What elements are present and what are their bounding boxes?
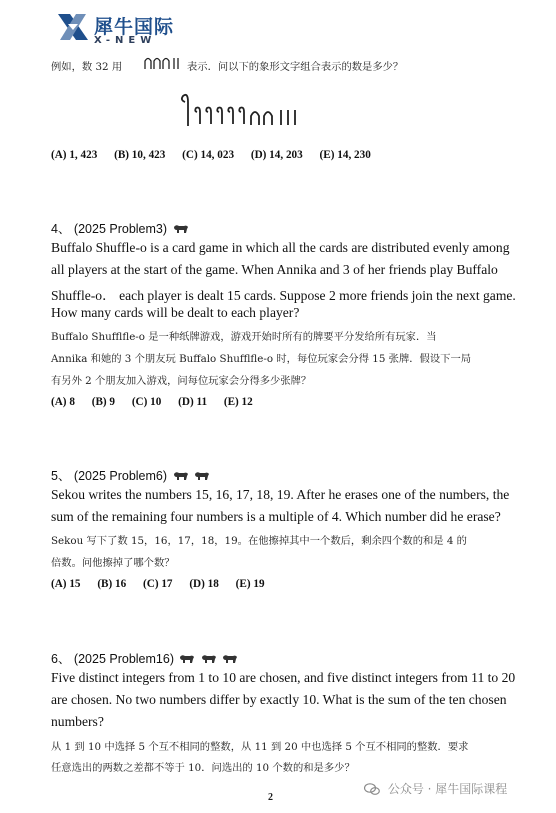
intro-prefix: 例如，数 32 用: [51, 61, 123, 73]
hieroglyph-32-icon: [143, 55, 183, 71]
watermark-text: 公众号 · 犀牛国际课程: [387, 782, 508, 796]
problem-5-header: [51, 466, 210, 484]
problem-4-en-line-2: all players at the start of the game. When Annika and 3 of her friends play Buffalo: [51, 262, 498, 277]
wechat-icon: [364, 783, 380, 795]
choice-c[interactable]: (C) 17: [143, 578, 173, 590]
problem-5-en-line-2: sum of the remaining four numbers is a multiple of 4. Which number did he erase?: [51, 509, 501, 524]
problem-4-zh-line-3: 有另外 2 个朋友加入游戏，问每位玩家会分得多少张牌？: [51, 375, 312, 387]
buffalo-icon: [194, 470, 210, 481]
problem-6-title: 6、 (2025 Problem16): [51, 652, 174, 666]
problem-4-header: [51, 219, 189, 237]
problem-4-en-line-3: Shuffle-o． each player is dealt 15 cards. Suppose 2 more friends join the next game.: [51, 288, 516, 303]
choice-a[interactable]: (A) 15: [51, 578, 81, 590]
buffalo-icon: [179, 653, 195, 664]
problem-4-en-line-1: Buffalo Shuffle-o is a card game in which all the cards are distributed evenly among: [51, 240, 510, 255]
hieroglyph-combination-icon: [178, 88, 313, 130]
intro-choices: [51, 149, 385, 161]
brand-logo: [56, 10, 176, 52]
problem-4-title: 4、 (2025 Problem3): [51, 222, 168, 236]
choice-e[interactable]: (E) 12: [223, 396, 253, 408]
buffalo-icon: [173, 470, 189, 481]
rhino-x-logo-icon: [56, 10, 90, 44]
problem-4-zh-line-2: Annika 和她的 3 个朋友玩 Buffalo Shufflfle-o 时，每位玩家会分得 15 张牌．假设下一局: [51, 353, 472, 365]
choice-c[interactable]: (C) 10: [131, 396, 162, 408]
choice-e[interactable]: (E) 19: [235, 578, 265, 590]
choice-a[interactable]: (A) 8: [51, 396, 75, 408]
buffalo-icon: [222, 653, 238, 664]
problem-4-choices: [51, 396, 267, 408]
problem-6-en-line-2: are chosen. No two numbers differ by exactly 10. What is the sum of the ten chosen: [51, 692, 507, 707]
choice-b[interactable]: (B) 10, 423: [114, 149, 166, 161]
problem-5-zh-line-1: Sekou 写下了数 15，16，17，18，19。在他擦掉其中一个数后，剩余四个数的和是 4 的: [51, 535, 467, 547]
buffalo-icon: [201, 653, 217, 664]
problem-5-en-line-1: Sekou writes the numbers 15, 16, 17, 18, 19. After he erases one of the numbers, the: [51, 487, 510, 502]
problem-6-header: [51, 649, 238, 667]
logo-text-en: X-NEW: [94, 35, 157, 46]
problem-6-zh-line-1: 从 1 到 10 中选择 5 个互不相同的整数，从 11 到 20 中也选择 5 个互不相同的整数．要求: [51, 741, 469, 753]
problem-4-zh-line-1: Buffalo Shufflfle-o 是一种纸牌游戏，游戏开始时所有的牌要平分发给所有玩家．当: [51, 331, 437, 343]
choice-c[interactable]: (C) 14, 023: [182, 149, 235, 161]
choice-e[interactable]: (E) 14, 230: [319, 149, 371, 161]
problem-5-title: 5、 (2025 Problem6): [51, 469, 168, 483]
choice-b[interactable]: (B) 9: [91, 396, 116, 408]
buffalo-icon: [173, 223, 189, 234]
choice-d[interactable]: (D) 14, 203: [250, 149, 303, 161]
problem-4-en-line-4: How many cards will be dealt to each player?: [51, 305, 300, 320]
problem-6-zh-line-2: 任意选出的两数之差都不等于 10．问选出的 10 个数的和是多少？: [51, 762, 355, 774]
watermark: [364, 780, 507, 797]
problem-6-en-line-3: numbers?: [51, 714, 104, 729]
choice-b[interactable]: (B) 16: [97, 578, 127, 590]
problem-6-en-line-1: Five distinct integers from 1 to 10 are chosen, and five distinct integers from 11 to 20: [51, 670, 516, 685]
choice-d[interactable]: (D) 11: [178, 396, 208, 408]
intro-suffix: 表示．问以下的象形文字组合表示的数是多少？: [187, 61, 404, 73]
problem-5-choices: [51, 578, 279, 590]
choice-d[interactable]: (D) 18: [189, 578, 219, 590]
choice-a[interactable]: (A) 1, 423: [51, 149, 98, 161]
page-number: 2: [268, 792, 273, 803]
problem-5-zh-line-2: 倍数。问他擦掉了哪个数？: [51, 557, 175, 569]
logo-text-cn: 犀牛国际: [94, 16, 175, 38]
